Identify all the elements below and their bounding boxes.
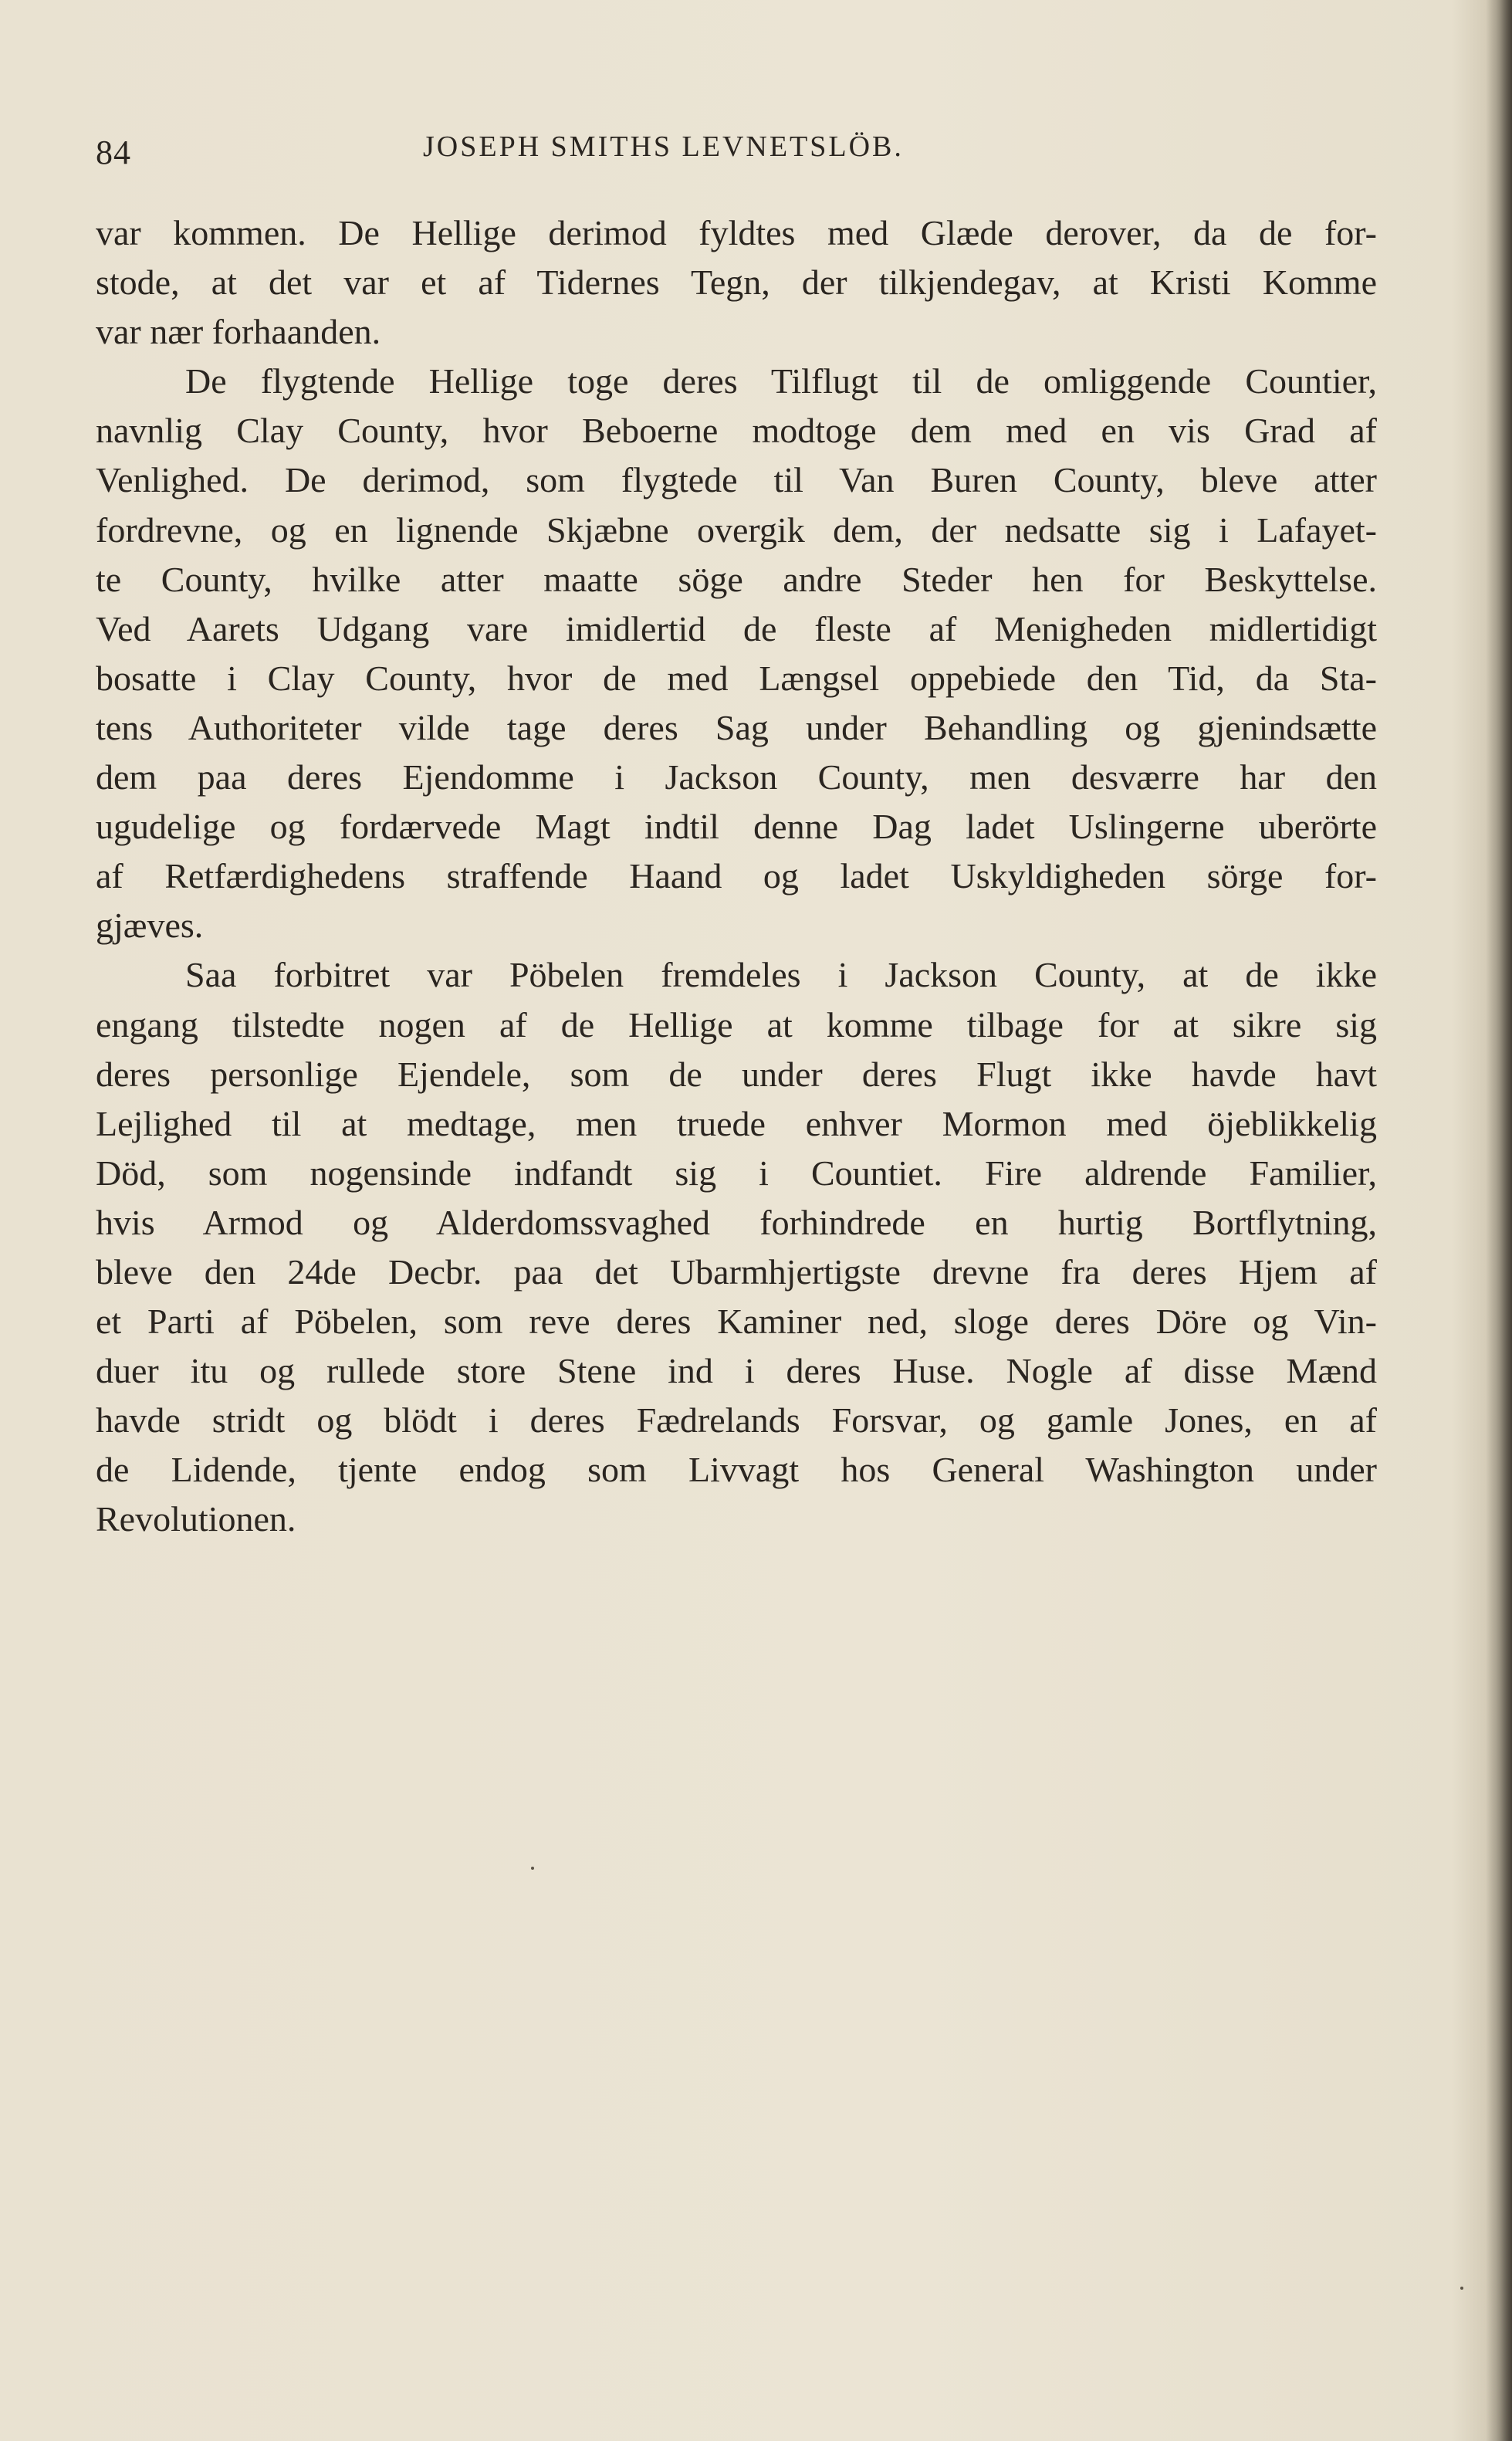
running-title: JOSEPH SMITHS LEVNETSLÖB. <box>423 130 904 163</box>
text-line: var nær forhaanden. <box>96 312 381 352</box>
text-line: Lejlighed til at medtage, men truede enhver Mormon med öjeblikkelig <box>96 1103 1377 1143</box>
text-line: de Lidende, tjente endog som Livvagt hos General Washington under <box>96 1450 1377 1490</box>
text-line: dem paa deres Ejendomme i Jackson County, men desværre har den <box>96 757 1377 797</box>
text-line: bleve den 24de Decbr. paa det Ubarmhjertigste drevne fra deres Hjem af <box>96 1251 1377 1292</box>
text-line: stode, at det var et af Tidernes Tegn, der tilkjendegav, at Kristi Komme <box>96 262 1377 303</box>
text-line: var kommen. De Hellige derimod fyldtes med Glæde derover, da de for- <box>96 213 1377 252</box>
text-line: gjæves. <box>96 906 204 946</box>
paper-speck <box>1460 2287 1463 2290</box>
paragraph <box>96 950 1377 1544</box>
body-text <box>96 208 1377 1545</box>
text-line: engang tilstedte nogen af de Hellige at komme tilbage for at sikre sig <box>96 1004 1377 1044</box>
text-line: et Parti af Pöbelen, som reve deres Kaminer ned, sloge deres Döre og Vin- <box>96 1302 1377 1342</box>
text-line: deres personlige Ejendele, som de under deres Flugt ikke havde havt <box>96 1054 1377 1094</box>
text-line: Död, som nogensinde indfandt sig i Countiet. Fire aldrende Familier, <box>96 1153 1377 1193</box>
paragraph <box>96 208 1377 357</box>
text-line: havde stridt og blödt i deres Fædrelands Forsvar, og gamle Jones, en af <box>96 1400 1377 1441</box>
paper-speck <box>531 1867 534 1870</box>
text-line: De flygtende Hellige toge deres Tilflugt til de omliggende Countier, <box>185 361 1377 401</box>
paragraph <box>96 357 1377 950</box>
text-line: navnlig Clay County, hvor Beboerne modtoge dem med en vis Grad af <box>96 411 1377 451</box>
text-line: ugudelige og fordærvede Magt indtil denne Dag ladet Uslingerne uberörte <box>96 807 1377 847</box>
text-line: bosatte i Clay County, hvor de med Længsel oppebiede den Tid, da Sta- <box>96 658 1377 698</box>
text-line: af Retfærdighedens straffende Haand og ladet Uskyldigheden sörge for- <box>96 856 1377 896</box>
page-edge-shadow <box>1486 0 1512 2441</box>
text-line: Saa forbitret var Pöbelen fremdeles i Jackson County, at de ikke <box>185 955 1377 995</box>
text-line: Revolutionen. <box>96 1499 296 1539</box>
text-line: Venlighed. De derimod, som flygtede til Van Buren County, bleve atter <box>96 460 1377 500</box>
text-line: tens Authoriteter vilde tage deres Sag under Behandling og gjenindsætte <box>96 707 1377 747</box>
text-line: duer itu og rullede store Stene ind i deres Huse. Nogle af disse Mænd <box>96 1351 1377 1391</box>
running-head <box>96 130 1377 176</box>
text-line: Ved Aarets Udgang vare imidlertid de fleste af Menigheden midlertidigt <box>96 608 1377 648</box>
text-line: te County, hvilke atter maatte söge andre Steder hen for Beskyttelse. <box>96 559 1377 599</box>
page-number: 84 <box>96 134 131 171</box>
text-line: fordrevne, og en lignende Skjæbne overgik dem, der nedsatte sig i Lafayet- <box>96 510 1377 550</box>
text-line: hvis Armod og Alderdomssvaghed forhindrede en hurtig Bortflytning, <box>96 1202 1377 1242</box>
